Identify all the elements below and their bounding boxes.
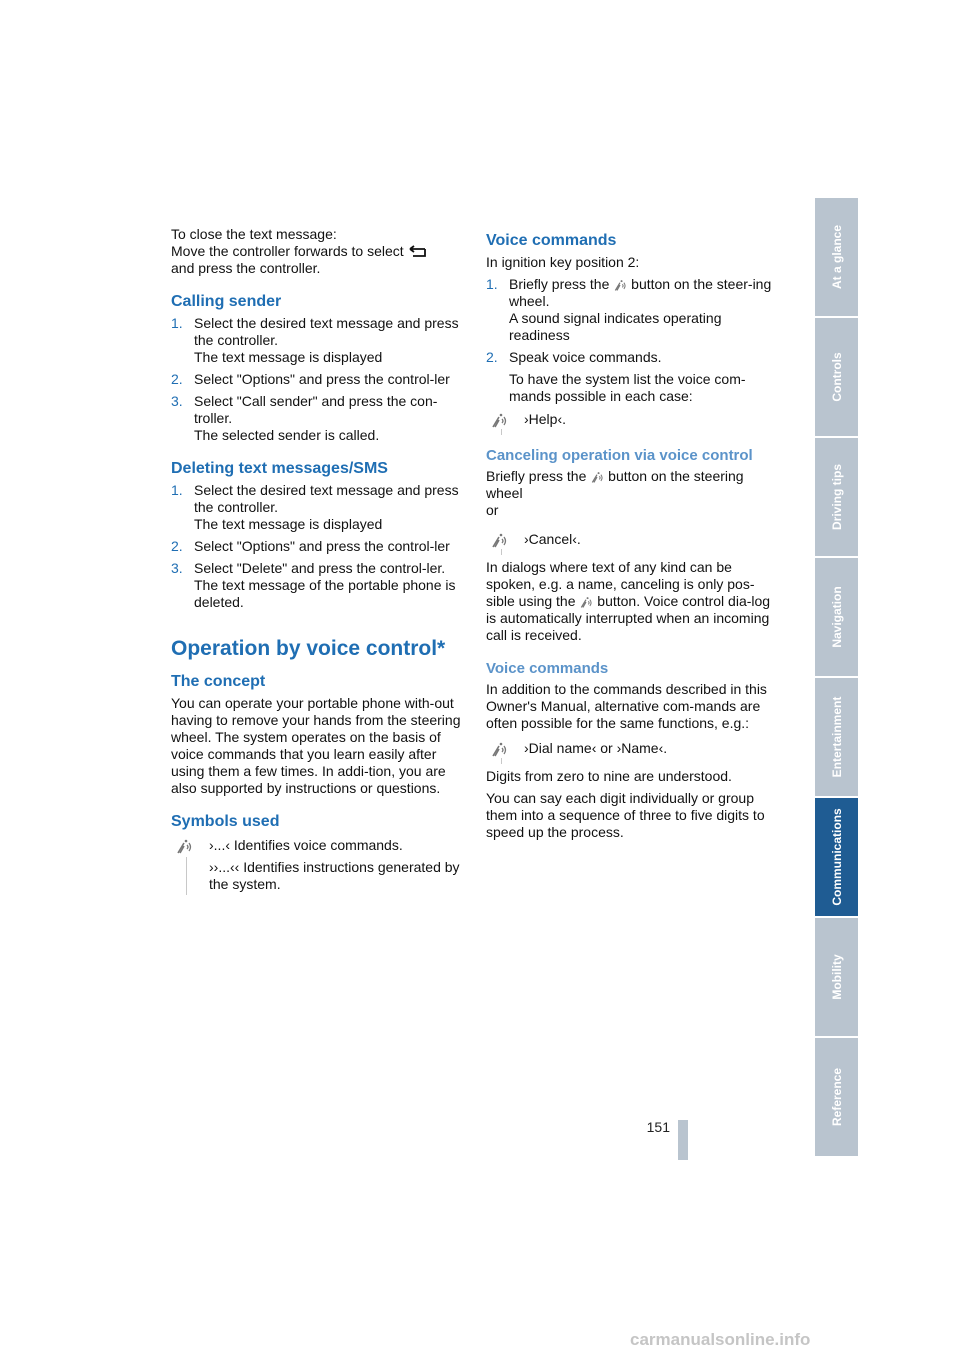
watermark: carmanualsonline.info <box>630 1330 811 1349</box>
tab-navigation[interactable]: Navigation <box>815 558 858 676</box>
tab-at-a-glance[interactable]: At a glance <box>815 198 858 316</box>
voice-button-icon <box>579 595 593 609</box>
digits-text: Digits from zero to nine are understood. <box>486 768 732 784</box>
list-item: 3. Select "Call sender" and press the con-troller. The selected sender is called. <box>171 393 438 443</box>
cancel-command: ›Cancel‹. <box>486 531 782 551</box>
divider <box>186 857 187 895</box>
divider <box>501 429 502 435</box>
deleting-heading: Deleting text messages/SMS <box>171 460 388 477</box>
addition-text: In addition to the commands described in this Owner's Manual, alternative com-mands are often possible for the same functions, e.g.: <box>486 681 767 731</box>
tab-driving-tips[interactable]: Driving tips <box>815 438 858 556</box>
dial-command: ›Dial name‹ or ›Name‹. <box>486 740 782 760</box>
right-column <box>486 226 782 846</box>
return-arrow-icon <box>408 245 428 259</box>
symbol-1: ›...‹ Identifies voice commands. <box>209 837 403 853</box>
tab-reference[interactable]: Reference <box>815 1038 858 1156</box>
voice-button-icon <box>590 470 604 484</box>
list-item: 2. Select "Options" and press the control-ler <box>171 371 450 387</box>
tab-mobility[interactable]: Mobility <box>815 918 858 1036</box>
page-number: 151 <box>646 1119 670 1135</box>
help-command: ›Help‹. <box>486 411 782 431</box>
tab-controls[interactable]: Controls <box>815 318 858 436</box>
symbols-heading: Symbols used <box>171 813 280 830</box>
symbols-block <box>171 837 463 893</box>
tab-communications[interactable]: Communications <box>815 798 858 916</box>
calling-heading: Calling sender <box>171 293 282 310</box>
voice-command-icon <box>490 531 508 549</box>
voice-button-icon <box>613 278 627 292</box>
voice-commands-heading: Voice commands <box>486 232 617 249</box>
voice-control-title: Operation by voice control* <box>171 637 446 660</box>
page-marker <box>678 1120 688 1160</box>
voice-command-icon <box>490 411 508 429</box>
calling-steps <box>171 315 463 444</box>
dialog-text: In dialogs where text of any kind can be spoken, e.g. a name, canceling is only pos-sible using the button. Voice control dia-log is automatically interrupted when an incoming call is received. <box>486 559 771 643</box>
list-item: 1. Select the desired text message and press the controller. The text message is displayed <box>171 315 459 365</box>
cancel-text: Briefly press the button on the steering wheel or <box>486 468 744 518</box>
close-text-2: Move the controller forwards to select and press the controller. <box>171 243 463 277</box>
ignition-text: In ignition key position 2: <box>486 254 640 270</box>
canceling-heading: Canceling operation via voice control <box>486 447 753 464</box>
list-item: 1. Select the desired text message and press the controller. The text message is displayed <box>171 482 459 532</box>
list-item: 2. Speak voice commands. To have the system list the voice com-mands possible in each case: ›Help‹. <box>486 349 782 431</box>
close-text-1: To close the text message: <box>171 226 337 242</box>
voice-steps <box>486 276 782 431</box>
list-item: 3. Select "Delete" and press the control-ler. The text message of the portable phone is deleted. <box>171 560 456 610</box>
concept-text: You can operate your portable phone with-out having to remove your hands from the steering wheel. The system operates on the basis of voice commands that you learn easily after using them a few times. In addi-tion, you are also supported by instructions or questions. <box>171 695 461 796</box>
voice-command-icon <box>175 837 193 855</box>
concept-heading: The concept <box>171 673 266 690</box>
divider <box>501 758 502 764</box>
divider <box>501 549 502 555</box>
chapter-tabs <box>815 198 858 1158</box>
list-item: 2. Select "Options" and press the control-ler <box>171 538 450 554</box>
left-column <box>171 226 463 901</box>
group-text: You can say each digit individually or group them into a sequence of three to five digits to speed up the process. <box>486 790 765 840</box>
deleting-steps <box>171 482 463 611</box>
voice-commands-2-heading: Voice commands <box>486 660 609 677</box>
voice-command-icon <box>490 740 508 758</box>
list-item: 1. Briefly press the button on the steer-ing wheel. A sound signal indicates operating readiness <box>486 276 772 343</box>
tab-entertainment[interactable]: Entertainment <box>815 678 858 796</box>
symbol-2: ››...‹‹ Identifies instructions generated by the system. <box>209 859 460 892</box>
